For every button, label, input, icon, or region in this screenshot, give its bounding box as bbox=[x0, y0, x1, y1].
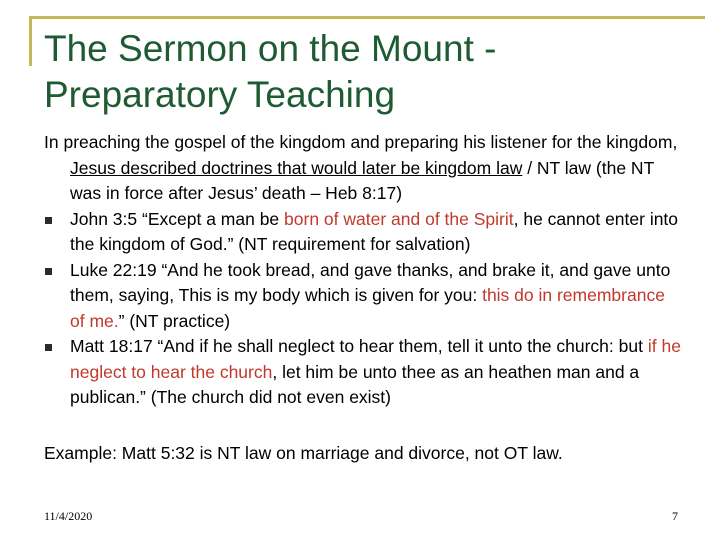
example-line: Example: Matt 5:32 is NT law on marriage and divorce, not OT law. bbox=[44, 443, 563, 463]
bullet-text-before: John 3:5 “Except a man be bbox=[70, 208, 285, 229]
square-bullet-icon bbox=[45, 268, 52, 275]
bullet-text-before: Luke 22:19 “And he took bread, and gave thanks, and brake it, and gave unto them, saying, This is my body which is given for you: bbox=[70, 259, 671, 305]
title-line-2: Preparatory Teaching bbox=[44, 74, 396, 115]
bullet-highlight: if he neglect to hear the church bbox=[70, 336, 681, 382]
bullet-item-matt bbox=[44, 334, 684, 411]
frame-top-border bbox=[29, 16, 705, 19]
intro-text-after: / NT law (the NT was in force after Jesus’ death – Heb 8:17) bbox=[70, 157, 654, 203]
bullet-item-john bbox=[44, 207, 684, 258]
intro-paragraph bbox=[44, 130, 684, 207]
slide-title bbox=[44, 26, 704, 118]
intro-underlined-text: Jesus described doctrines that would later be kingdom law bbox=[70, 157, 523, 178]
bullet-text-after: , he cannot enter into the kingdom of God.” (NT requirement for salvation) bbox=[70, 208, 679, 254]
square-bullet-icon bbox=[45, 344, 52, 351]
bullet-text-after: ” (NT practice) bbox=[118, 310, 231, 331]
title-line-1: The Sermon on the Mount - bbox=[44, 28, 497, 69]
bullet-text-before: Matt 18:17 “And if he shall neglect to hear them, tell it unto the church: but bbox=[70, 336, 648, 356]
bullet-highlight: born of water and of the Spirit bbox=[284, 208, 514, 229]
frame-left-border bbox=[29, 16, 32, 66]
bullet-text-after: , let him be unto thee as an heathen man and a publican.” (The church did not even exist) bbox=[70, 361, 640, 407]
footer-date: 11/4/2020 bbox=[44, 509, 93, 523]
bullet-item-luke bbox=[44, 258, 684, 335]
footer-page-number: 7 bbox=[672, 509, 678, 523]
bullet-highlight: this do in remembrance of me. bbox=[70, 285, 665, 331]
intro-text-before: In preaching the gospel of the kingdom and preparing his listener for the kingdom, bbox=[44, 132, 678, 152]
slide-body bbox=[44, 130, 684, 411]
square-bullet-icon bbox=[45, 217, 52, 224]
